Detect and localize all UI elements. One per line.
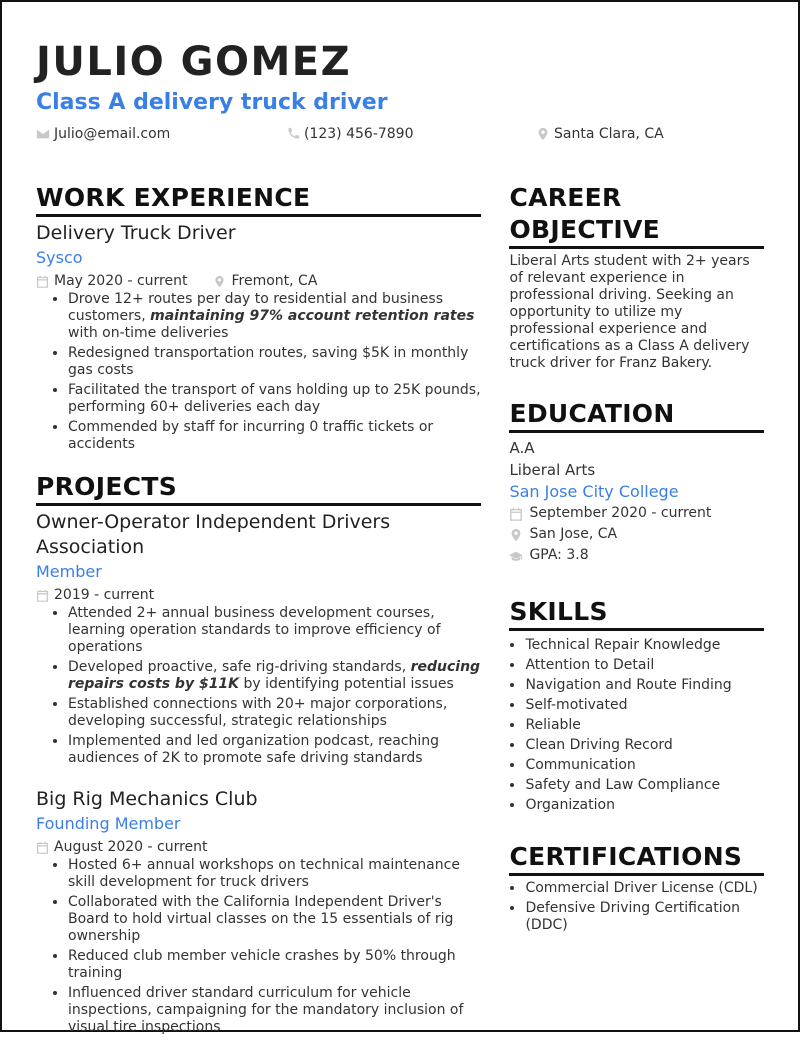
- list-item: • Clean Driving Record: [525, 735, 764, 755]
- project-name: Owner-Operator Independent Drivers Association: [36, 511, 391, 558]
- skills-heading: SKILLS: [509, 596, 764, 631]
- list-item: • Commercial Driver License (CDL): [525, 880, 764, 897]
- project-meta: [36, 585, 481, 605]
- list-item: • Drove 12+ routes per day to residential and business customers, maintaining 97% account retention rates with on-time deliveries: [68, 291, 481, 342]
- list-item: • Implemented and led organization podcast, reaching audiences of 2K to promote safe driving standards: [68, 733, 481, 767]
- candidate-title: Class A delivery truck driver: [36, 90, 388, 115]
- phone-text: (123) 456-7890: [304, 126, 414, 142]
- work-experience-section: [36, 182, 481, 453]
- project-bullets: [36, 857, 481, 1036]
- list-item: • Navigation and Route Finding: [525, 675, 764, 695]
- project-role: Founding Member: [36, 814, 181, 833]
- career-objective-text: Liberal Arts student with 2+ years of relevant experience in professional driving. Seeking an opportunity to utilize my professional experience and certifications as a Class A delivery truck driver for Franz Bakery.: [509, 253, 750, 371]
- contact-row: [36, 126, 764, 142]
- education-gpa: GPA: 3.8: [529, 547, 589, 563]
- project-item: [36, 787, 481, 1036]
- graduation-cap-icon: [509, 549, 523, 563]
- list-item: • Attention to Detail: [525, 655, 764, 675]
- project-bullets: [36, 605, 481, 767]
- list-item: • Reliable: [525, 715, 764, 735]
- job-meta: [36, 271, 481, 291]
- list-item: • Technical Repair Knowledge: [525, 635, 764, 655]
- calendar-icon: [36, 589, 49, 602]
- contact-email[interactable]: [36, 126, 286, 142]
- project-item: [36, 510, 481, 767]
- list-item: • Established connections with 20+ major corporations, developing successful, strategic relationships: [68, 696, 481, 730]
- candidate-name: JULIO GOMEZ: [36, 39, 352, 85]
- contact-phone[interactable]: [286, 126, 536, 142]
- list-item: • Developed proactive, safe rig-driving standards, reducing repairs costs by $11K by identifying potential issues: [68, 659, 481, 693]
- project-dates: August 2020 - current: [54, 839, 208, 855]
- calendar-icon: [509, 507, 523, 521]
- project-name: Big Rig Mechanics Club: [36, 788, 258, 810]
- map-pin-icon: [213, 275, 226, 288]
- location-text: Santa Clara, CA: [554, 126, 664, 142]
- map-pin-icon: [536, 127, 550, 141]
- left-column: [36, 182, 481, 1048]
- education-section: [509, 398, 764, 566]
- degree: A.A: [509, 439, 535, 457]
- education-dates: September 2020 - current: [529, 505, 712, 521]
- field-of-study: Liberal Arts: [509, 461, 596, 479]
- skills-section: [509, 596, 764, 815]
- projects-section: [36, 471, 481, 1036]
- certifications-list: [509, 880, 764, 934]
- map-pin-icon: [509, 528, 523, 542]
- school-name: San Jose City College: [509, 482, 679, 501]
- calendar-icon: [36, 841, 49, 854]
- list-item: • Redesigned transportation routes, saving $5K in monthly gas costs: [68, 345, 481, 379]
- job-location: Fremont, CA: [231, 273, 318, 289]
- list-item: • Defensive Driving Certification (DDC): [525, 900, 764, 934]
- project-role: Member: [36, 562, 102, 581]
- list-item: • Reduced club member vehicle crashes by 50% through training: [68, 948, 481, 982]
- project-dates: 2019 - current: [54, 587, 155, 603]
- education-gpa-row: [509, 545, 764, 566]
- career-objective-section: [509, 182, 764, 372]
- email-text: Julio@email.com: [54, 126, 171, 142]
- job-bullets: [36, 291, 481, 453]
- list-item: • Hosted 6+ annual workshops on technical maintenance skill development for truck drivers: [68, 857, 481, 891]
- certifications-heading: CERTIFICATIONS: [509, 841, 764, 876]
- education-location: San Jose, CA: [529, 526, 618, 542]
- list-item: • Commended by staff for incurring 0 traffic tickets or accidents: [68, 419, 481, 453]
- job-dates: May 2020 - current: [54, 273, 188, 289]
- list-item: • Attended 2+ annual business development courses, learning operation standards to improve efficiency of operations: [68, 605, 481, 656]
- work-experience-heading: WORK EXPERIENCE: [36, 182, 481, 217]
- list-item: • Communication: [525, 755, 764, 775]
- projects-heading: PROJECTS: [36, 471, 481, 506]
- career-objective-heading: CAREER OBJECTIVE: [509, 182, 764, 249]
- list-item: • Facilitated the transport of vans holding up to 25K pounds, performing 60+ deliveries each day: [68, 382, 481, 416]
- education-heading: EDUCATION: [509, 398, 764, 433]
- list-item: • Self-motivated: [525, 695, 764, 715]
- job-title: Delivery Truck Driver: [36, 222, 236, 244]
- list-item: • Safety and Law Compliance: [525, 775, 764, 795]
- certifications-section: [509, 841, 764, 934]
- calendar-icon: [36, 275, 49, 288]
- skills-list: [509, 635, 764, 815]
- education-location-row: [509, 524, 764, 545]
- list-item: • Collaborated with the California Independent Driver's Board to hold virtual classes on the 15 essentials of rig ownership: [68, 894, 481, 945]
- right-column: [509, 182, 764, 1048]
- project-meta: [36, 837, 481, 857]
- company-name: Sysco: [36, 248, 83, 267]
- envelope-icon: [36, 127, 50, 141]
- list-item: • Influenced driver standard curriculum for vehicle inspections, campaigning for the mandatory inclusion of visual tire inspections: [68, 985, 481, 1036]
- list-item: • Organization: [525, 795, 764, 815]
- education-dates-row: [509, 503, 764, 524]
- phone-icon: [286, 127, 300, 141]
- contact-location: [536, 126, 664, 142]
